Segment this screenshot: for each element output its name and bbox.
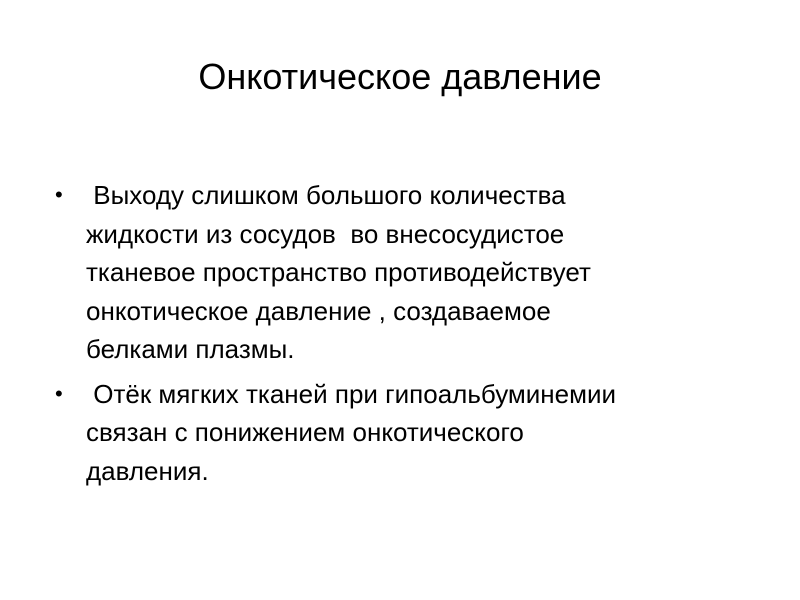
slide-title: Онкотическое давление bbox=[198, 56, 602, 97]
bullet-list bbox=[55, 176, 775, 496]
bullet-item bbox=[55, 375, 775, 491]
bullet-item bbox=[55, 176, 775, 369]
bullet-marker: • bbox=[55, 380, 63, 406]
bullet-text: Отёк мягких тканей при гипоальбуминемии связан с понижением онкотического давления. bbox=[86, 378, 617, 486]
bullet-marker: • bbox=[55, 182, 63, 207]
bullet-text: Выходу слишком большого количества жидкости из сосудов во внесосудистое тканевое пространство противодействует онкотическое давление , создаваемое белками плазмы. bbox=[86, 180, 591, 364]
